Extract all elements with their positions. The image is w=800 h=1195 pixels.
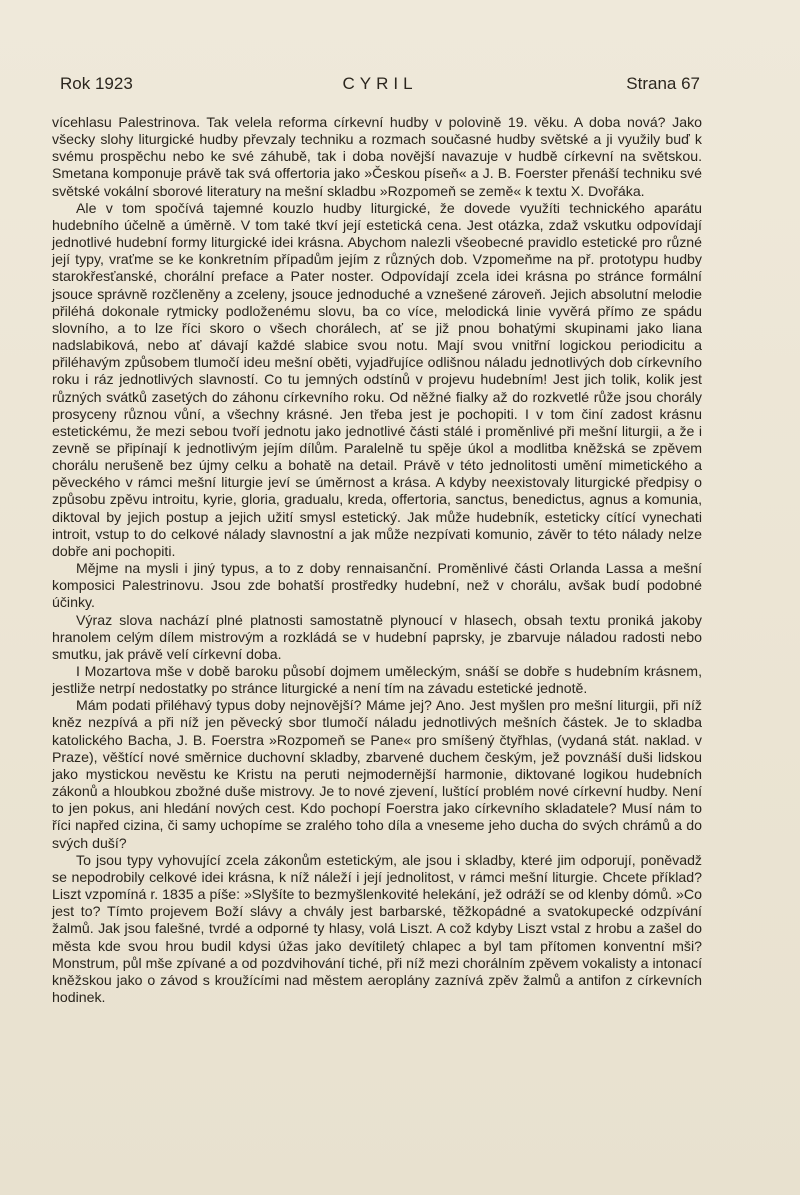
paragraph-liszt-example: To jsou typy vyhovující zcela zákonům estetickým, ale jsou i skladby, které jim odporují, poněvadž se nepodrobily celkové idei krásna, k níž náleží i její jednolitost, v rámci mešní liturgie. Chcete příklad? Liszt vzpomíná r. 1835 a píše: »Slyšíte to bezmyšlenkovité helekání, jež odráží se od klenby dómů. »Co jest to? Tímto projevem Boží slávy a chvály jest barbarské, těžkopádné a svatokupecké odzpívání žalmů. Jak jsou falešné, tvrdé a odporné ty hlasy, volá Liszt. A což kdyby Liszt vstal z hrobu a zašel do města kde svou hrou budil kdysi úžas jako devítiletý chlapec a byl tam přítomen konventní mši? Monstrum, půl mše zpívané a od pozdvihování tiché, při níž mezi chorálním zpěvem vokalisty a intonací kněžskou jako o závod s kroužícími nad městem aeroplány zaznívá zpěv žalmů a antifon z církevních hodinek. [52, 851, 702, 1005]
page-header [60, 74, 700, 96]
paragraph-liturgical-beauty: Ale v tom spočívá tajemné kouzlo hudby liturgické, že dovede využíti technického aparátu hudebního účelně a úměrně. V tom také tkví její estetická cena. Jest otázka, zdaž vskutku odpovídají jednotlivé hudební formy liturgické idei krásna. Abychom nalezli všeobecné pravidlo estetické pro různé její typy, vraťme se ke konkretním případům jejím z různých dob. Vzpomeňme na př. prototypu hudby starokřesťanské, chorální preface a Pater noster. Odpovídají zcela idei krásna po stránce formální jsouce správně rozčleněny a zceleny, jsouce jednoduché a vznešené zároveň. Jejich absolutní melodie přiléhá dokonale rytmicky podloženému slovu, ba co více, melodická linie vyvěrá přímo ze spádu slovního, a to lze říci skoro o všech chorálech, ať se již pnou bohatými skupinami jako liana nadslabiková, nebo ať dávají každé slabice svou notu. Mají svou vnitřní logickou periodicitu a přiléhavým způsobem tlumočí ideu mešní oběti, vyjadřujíce odlišnou náladu jednotlivých dob církevního roku i ráz jednotlivých slavností. Co tu jemných odstínů v projevu hudebním! Jest jich tolik, kolik jest různých svátků zasetých do záhonu církevního roku. Od něžné fialky až do rozkvetlé růže jsou chorály prosyceny různou vůní, a všechny krásné. Jen třeba jest je pochopiti. I v tom činí zadost krásnu estetickému, že mezi sebou tvoří jednotu jako jednotlivé části stálé i proměnlivé při mešní liturgii, a že i zevně se připínají k jednotlivým jejím dílům. Paralelně tu spěje úkol a modlitba kněžská se zpěvem chorálu nerušeně bez újmy celku a bohatě na detail. Právě v této jednolitosti umění mimetického a pěveckého v rámci mešní liturgie jeví se úměrnost a krása. A kdyby neexistovaly liturgické předpisy o způsobu zpěvu introitu, kyrie, gloria, gradualu, kreda, offertoria, sanctus, benedictus, agnus a komunia, diktoval by jejich postup a jejich užití smysl estetický. Jak může hudebník, esteticky cítící vynechati introit, vstup to do celkové nálady slavnostní a jak může nezpívati komunio, závěr to této nálady nelze dobře ani pochopiti. [52, 199, 702, 559]
paragraph-renaissance-type: Mějme na mysli i jiný typus, a to z doby rennaisanční. Proměnlivé části Orlanda Lassa a mešní komposici Palestrinovu. Jsou zde bohatší prostředky hudební, než v chorálu, avšak budí podobné účinky. [52, 560, 702, 611]
paragraph-mozart-mass: I Mozartova mše v době baroku působí dojmem uměleckým, snáší se dobře s hudebním krásnem, jestliže netrpí nedostatky po stránce liturgické a není tím na závadu estetické jednotě. [52, 663, 702, 697]
paragraph-continuation: vícehlasu Palestrinova. Tak velela reforma církevní hudby v polovině 19. věku. A doba nová? Jako všecky slohy liturgické hudby převzaly techniku a rozmach současné hudby světské a ji využily buď k svému prospěchu nebo ke své záhubě, tak i doba novější navazuje v hudbě církevní na světskou. Smetana komponuje právě tak svá offertoria jako »Českou píseň« a J. B. Foerster přenáší techniku své světské vokální sborové literatury na mešní skladbu »Rozpomeň se země« k textu X. Dvořáka. [52, 114, 702, 199]
article-body [52, 114, 702, 1006]
header-page-number: Strana 67 [626, 74, 700, 93]
paragraph-word-expression: Výraz slova nachází plné platnosti samostatně plynoucí v hlasech, obsah textu proniká jakoby hranolem celým dílem mistrovým a rozkládá se v hudební paprsky, je zbarvuje náladou radosti nebo smutku, jak právě velí církevní doba. [52, 611, 702, 662]
paragraph-modern-type: Mám podati přiléhavý typus doby nejnovější? Máme jej? Ano. Jest myšlen pro mešní liturgii, při níž kněz nezpívá a při níž jen pěvecký sbor tlumočí náladu jednotlivých mešních částek. Je to skladba katolického Bacha, J. B. Foerstra »Rozpomeň se Pane« pro smíšený čtyřhlas, (vydaná stát. naklad. v Praze), věštící nové směrnice duchovní skladby, zbarvené duchem českým, jež povznáší duši lidskou jako mystickou nevěstu ke Kristu na peruti nejmodernější harmonie, diktované logikou hudebních zákonů a hloubkou zbožné duše mistrovy. Je to nové zjevení, luštící problém nové církevní hudby. Není to jen pokus, ani hledání nových cest. Kdo pochopí Foerstra jako církevního skladatele? Musí nám to říci napřed cizina, či samy uchopíme se zralého toho díla a vneseme jeho ducha do svých chrámů a do svých duší? [52, 697, 702, 851]
header-year: Rok 1923 [60, 74, 133, 93]
header-journal-title: CYRIL [342, 74, 418, 93]
